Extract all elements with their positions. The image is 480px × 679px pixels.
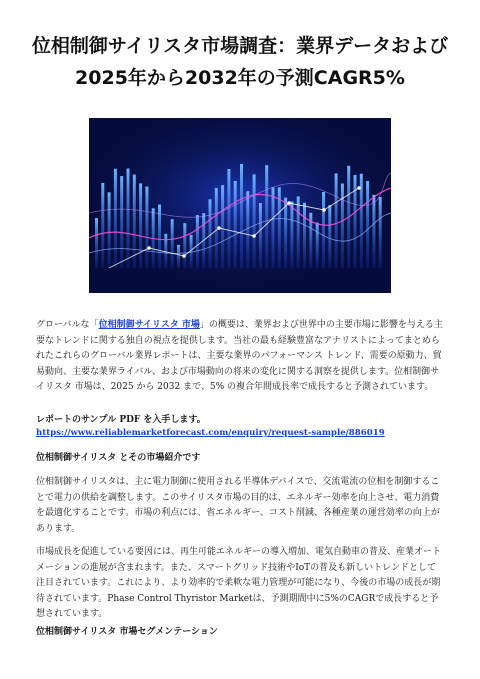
sample-link[interactable]: https://www.reliablemarketforecast.com/enquiry/request-sample/886019: [36, 428, 385, 438]
decor-bar: [290, 201, 293, 268]
decor-bar: [133, 175, 136, 268]
decor-bar: [234, 181, 237, 268]
decor-bar: [171, 219, 174, 268]
page-title: 位相制御サイリスタ市場調査：業界データおよび2025年から2032年の予測CAGR5%: [31, 35, 449, 89]
decor-bar: [366, 181, 369, 268]
sample-label: レポートのサンプル PDF を入手します。: [36, 415, 206, 425]
decor-bar: [354, 175, 357, 268]
decor-bar: [127, 169, 130, 269]
decor-bar: [322, 192, 325, 268]
decor-bar: [372, 195, 375, 268]
decor-bar: [253, 174, 256, 268]
decor-bar: [303, 203, 306, 268]
decor-bar: [101, 183, 104, 268]
decor-bar: [328, 205, 331, 268]
hero-image: [89, 118, 391, 293]
intro-text-after: 」の概要は、業界および世界中の主要市場に影響を与える主要なトレンドに関する独自の視点を提供します。当社の最も経験豊富なアナリストによってまとめられたこれらのグローバル業界レポートは、主要な業界のパフォーマンス トレンド、需要の原動力、貿易動向、主要な業界ライバル、および市場動向の将来の変化に関する洞察を提供します。位相制御サイリスタ 市場は、2025 から 2032 まで、5% の複合年間成長率で成長すると予測されています。: [36, 320, 443, 392]
decor-bar: [341, 184, 344, 269]
financial-chart-illustration-icon: [89, 118, 391, 293]
decor-bar: [120, 176, 123, 268]
decor-bar: [316, 223, 319, 268]
decor-bar: [265, 165, 268, 268]
decor-bar: [108, 192, 111, 268]
sample-request: [36, 414, 444, 440]
decor-bar: [164, 234, 167, 268]
decor-bar: [221, 185, 224, 268]
intro-text-before: グローバルな「: [36, 320, 99, 330]
decor-bar: [335, 173, 338, 268]
section-heading-segmentation: 位相制御サイリスタ 市場セグメンテーション: [36, 627, 218, 637]
market-intro-paragraph-1: 位相制御サイリスタは、主に電力制御に使用される半導体デバイスで、交流電流の位相を制御することで電力の供給を調整します。このサイリスタ市場の目的は、エネルギー効率を向上させ、電力消費を最適化することです。市場の利点には、省エネルギー、コスト削減、各種産業の運営効率の向上があります。: [36, 477, 440, 534]
decor-bar: [95, 218, 98, 268]
decor-bar: [227, 169, 230, 268]
decor-bar: [177, 245, 180, 268]
decor-bar: [209, 199, 212, 268]
decor-bar: [196, 215, 199, 268]
decor-bar: [183, 223, 186, 268]
decor-bar: [259, 203, 262, 268]
market-link[interactable]: 位相制御サイリスタ 市場: [98, 320, 200, 330]
decor-bar: [145, 187, 148, 269]
decor-bar: [284, 198, 287, 268]
decor-bar: [246, 191, 249, 268]
decor-bar: [379, 197, 382, 268]
market-intro-paragraph-2: 市場成長を促進している要因には、再生可能エネルギーの導入増加、電気自動車の普及、産業オートメーションの進展が含まれます。また、スマートグリッド技術やIoTの普及も新しいトレンドとして注目されています。これにより、より効率的で柔軟な電力管理が可能になり、今後の市場の成長が期待されています。Phase Control Thyristor Marketは、予測期間中に5%のCAGRで成長すると予想されています。: [36, 547, 442, 619]
decor-bar: [297, 196, 300, 268]
intro-paragraph: [36, 318, 444, 396]
decor-bar: [272, 188, 275, 269]
decor-bar: [114, 169, 117, 268]
decor-bar: [240, 164, 243, 268]
decor-bar: [139, 183, 142, 268]
section-heading-intro: 位相制御サイリスタ とその市場紹介です: [36, 453, 201, 463]
